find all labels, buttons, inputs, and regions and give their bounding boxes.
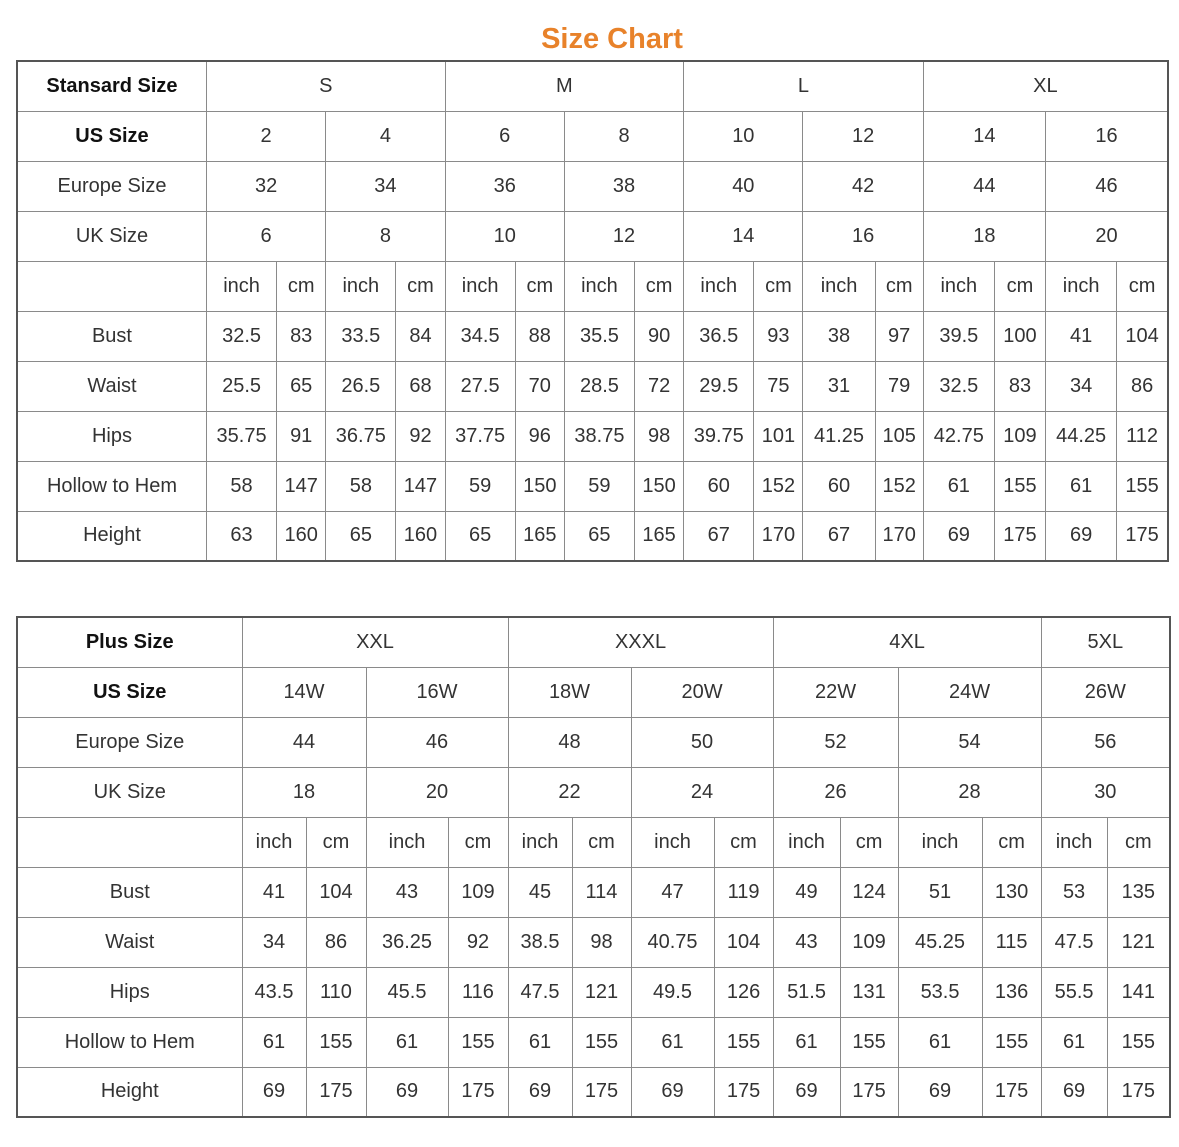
- unit-inch: inch: [898, 817, 982, 867]
- measurement-value: 165: [635, 511, 684, 561]
- measurement-value: 92: [396, 411, 445, 461]
- us-size-value: 14W: [242, 667, 366, 717]
- measurement-row: [17, 311, 1168, 361]
- uk-size-value: 18: [923, 211, 1045, 261]
- measurement-value: 155: [714, 1017, 773, 1067]
- measurement-value: 65: [445, 511, 515, 561]
- measurement-value: 175: [448, 1067, 508, 1117]
- measurement-value: 34: [242, 917, 306, 967]
- measurement-value: 69: [242, 1067, 306, 1117]
- measurement-value: 116: [448, 967, 508, 1017]
- measurement-value: 86: [306, 917, 366, 967]
- unit-inch: inch: [923, 261, 994, 311]
- measurement-label: Hips: [17, 411, 206, 461]
- measurement-value: 45: [508, 867, 572, 917]
- measurement-value: 98: [572, 917, 631, 967]
- eu-size-value: 36: [445, 161, 564, 211]
- measurement-value: 72: [635, 361, 684, 411]
- measurement-value: 131: [840, 967, 898, 1017]
- measurement-value: 141: [1107, 967, 1170, 1017]
- measurement-value: 45.5: [366, 967, 448, 1017]
- measurement-value: 109: [448, 867, 508, 917]
- unit-cm: cm: [982, 817, 1041, 867]
- measurement-value: 104: [1117, 311, 1168, 361]
- measurement-value: 51.5: [773, 967, 840, 1017]
- measurement-value: 67: [684, 511, 754, 561]
- measurement-value: 112: [1117, 411, 1168, 461]
- size-type-header: Plus Size: [17, 617, 242, 667]
- measurement-value: 51: [898, 867, 982, 917]
- uk-size-value: 12: [564, 211, 683, 261]
- measurement-value: 150: [515, 461, 564, 511]
- us-size-value: 22W: [773, 667, 898, 717]
- measurement-value: 130: [982, 867, 1041, 917]
- measurement-value: 86: [1117, 361, 1168, 411]
- eu-size-label: Europe Size: [17, 161, 206, 211]
- uk-size-value: 8: [326, 211, 445, 261]
- unit-cm: cm: [572, 817, 631, 867]
- chart-title: Size Chart: [541, 23, 683, 55]
- measurement-value: 114: [572, 867, 631, 917]
- uk-size-value: 14: [684, 211, 803, 261]
- measurement-value: 84: [396, 311, 445, 361]
- measurement-value: 58: [326, 461, 396, 511]
- measurement-value: 39.75: [684, 411, 754, 461]
- eu-size-row: [17, 161, 1168, 211]
- measurement-value: 170: [875, 511, 923, 561]
- measurement-value: 69: [366, 1067, 448, 1117]
- unit-cm: cm: [635, 261, 684, 311]
- measurement-row: [17, 1017, 1170, 1067]
- unit-cm: cm: [306, 817, 366, 867]
- measurement-value: 101: [754, 411, 803, 461]
- measurement-value: 152: [875, 461, 923, 511]
- uk-size-row: [17, 767, 1170, 817]
- measurement-value: 61: [773, 1017, 840, 1067]
- measurement-value: 41: [1046, 311, 1117, 361]
- standard-size-table: [16, 60, 1169, 562]
- measurement-value: 33.5: [326, 311, 396, 361]
- measurement-value: 155: [982, 1017, 1041, 1067]
- size-group-header: XXXL: [508, 617, 773, 667]
- measurement-value: 61: [631, 1017, 714, 1067]
- uk-size-value: 16: [803, 211, 923, 261]
- measurement-value: 44.25: [1046, 411, 1117, 461]
- measurement-value: 155: [840, 1017, 898, 1067]
- measurement-value: 105: [875, 411, 923, 461]
- measurement-value: 47.5: [508, 967, 572, 1017]
- measurement-row: [17, 1067, 1170, 1117]
- measurement-value: 109: [840, 917, 898, 967]
- measurement-value: 36.5: [684, 311, 754, 361]
- measurement-value: 69: [508, 1067, 572, 1117]
- unit-inch: inch: [206, 261, 276, 311]
- measurement-value: 38: [803, 311, 875, 361]
- measurement-value: 165: [515, 511, 564, 561]
- measurement-value: 38.5: [508, 917, 572, 967]
- measurement-value: 69: [898, 1067, 982, 1117]
- measurement-value: 83: [277, 311, 326, 361]
- measurement-value: 75: [754, 361, 803, 411]
- us-size-value: 18W: [508, 667, 631, 717]
- measurement-value: 41.25: [803, 411, 875, 461]
- eu-size-value: 32: [206, 161, 325, 211]
- measurement-value: 150: [635, 461, 684, 511]
- unit-row: [17, 817, 1170, 867]
- unit-inch: inch: [508, 817, 572, 867]
- measurement-value: 61: [366, 1017, 448, 1067]
- measurement-value: 61: [923, 461, 994, 511]
- us-size-value: 2: [206, 111, 325, 161]
- measurement-value: 31: [803, 361, 875, 411]
- us-size-label: US Size: [17, 111, 206, 161]
- measurement-value: 175: [714, 1067, 773, 1117]
- measurement-value: 69: [631, 1067, 714, 1117]
- measurement-value: 92: [448, 917, 508, 967]
- uk-size-value: 18: [242, 767, 366, 817]
- measurement-value: 135: [1107, 867, 1170, 917]
- measurement-value: 36.25: [366, 917, 448, 967]
- measurement-value: 69: [1041, 1067, 1107, 1117]
- measurement-value: 160: [396, 511, 445, 561]
- measurement-value: 35.75: [206, 411, 276, 461]
- unit-cm: cm: [396, 261, 445, 311]
- measurement-value: 155: [448, 1017, 508, 1067]
- measurement-value: 67: [803, 511, 875, 561]
- us-size-value: 20W: [631, 667, 773, 717]
- unit-inch: inch: [326, 261, 396, 311]
- measurement-value: 35.5: [564, 311, 634, 361]
- size-type-header: Stansard Size: [17, 61, 206, 111]
- measurement-value: 61: [1041, 1017, 1107, 1067]
- measurement-value: 49: [773, 867, 840, 917]
- measurement-value: 32.5: [923, 361, 994, 411]
- measurement-value: 90: [635, 311, 684, 361]
- eu-size-value: 50: [631, 717, 773, 767]
- us-size-value: 8: [564, 111, 683, 161]
- measurement-value: 160: [277, 511, 326, 561]
- us-size-value: 14: [923, 111, 1045, 161]
- us-size-row: [17, 111, 1168, 161]
- measurement-value: 65: [277, 361, 326, 411]
- measurement-label: Height: [17, 1067, 242, 1117]
- us-size-value: 12: [803, 111, 923, 161]
- measurement-value: 121: [572, 967, 631, 1017]
- unit-inch: inch: [631, 817, 714, 867]
- measurement-value: 155: [1107, 1017, 1170, 1067]
- measurement-value: 155: [572, 1017, 631, 1067]
- measurement-value: 69: [773, 1067, 840, 1117]
- measurement-value: 98: [635, 411, 684, 461]
- measurement-value: 119: [714, 867, 773, 917]
- measurement-value: 65: [564, 511, 634, 561]
- unit-cm: cm: [277, 261, 326, 311]
- measurement-row: [17, 967, 1170, 1017]
- measurement-value: 79: [875, 361, 923, 411]
- us-size-value: 6: [445, 111, 564, 161]
- measurement-value: 83: [994, 361, 1045, 411]
- measurement-value: 61: [898, 1017, 982, 1067]
- measurement-value: 61: [508, 1017, 572, 1067]
- measurement-value: 175: [1107, 1067, 1170, 1117]
- measurement-value: 29.5: [684, 361, 754, 411]
- measurement-value: 175: [982, 1067, 1041, 1117]
- unit-inch: inch: [1046, 261, 1117, 311]
- unit-cm: cm: [754, 261, 803, 311]
- unit-row-label: [17, 817, 242, 867]
- measurement-value: 124: [840, 867, 898, 917]
- unit-cm: cm: [1117, 261, 1168, 311]
- measurement-label: Waist: [17, 361, 206, 411]
- uk-size-value: 22: [508, 767, 631, 817]
- measurement-row: [17, 461, 1168, 511]
- measurement-value: 36.75: [326, 411, 396, 461]
- unit-row: [17, 261, 1168, 311]
- unit-cm: cm: [448, 817, 508, 867]
- uk-size-value: 20: [1046, 211, 1168, 261]
- measurement-value: 41: [242, 867, 306, 917]
- group-header-row: [17, 617, 1170, 667]
- uk-size-label: UK Size: [17, 767, 242, 817]
- unit-inch: inch: [684, 261, 754, 311]
- measurement-value: 91: [277, 411, 326, 461]
- measurement-value: 155: [994, 461, 1045, 511]
- measurement-value: 43.5: [242, 967, 306, 1017]
- eu-size-value: 56: [1041, 717, 1170, 767]
- unit-inch: inch: [366, 817, 448, 867]
- unit-inch: inch: [242, 817, 306, 867]
- measurement-value: 155: [1117, 461, 1168, 511]
- measurement-value: 97: [875, 311, 923, 361]
- measurement-value: 55.5: [1041, 967, 1107, 1017]
- measurement-value: 32.5: [206, 311, 276, 361]
- measurement-value: 49.5: [631, 967, 714, 1017]
- measurement-value: 175: [1117, 511, 1168, 561]
- measurement-value: 65: [326, 511, 396, 561]
- measurement-value: 69: [1046, 511, 1117, 561]
- measurement-value: 61: [242, 1017, 306, 1067]
- us-size-value: 26W: [1041, 667, 1170, 717]
- measurement-label: Bust: [17, 311, 206, 361]
- uk-size-value: 24: [631, 767, 773, 817]
- measurement-value: 47: [631, 867, 714, 917]
- measurement-value: 104: [306, 867, 366, 917]
- eu-size-value: 54: [898, 717, 1041, 767]
- measurement-label: Height: [17, 511, 206, 561]
- measurement-row: [17, 511, 1168, 561]
- measurement-label: Bust: [17, 867, 242, 917]
- measurement-value: 93: [754, 311, 803, 361]
- measurement-value: 175: [994, 511, 1045, 561]
- uk-size-value: 28: [898, 767, 1041, 817]
- us-size-value: 4: [326, 111, 445, 161]
- measurement-value: 59: [564, 461, 634, 511]
- measurement-value: 68: [396, 361, 445, 411]
- us-size-value: 16: [1046, 111, 1168, 161]
- size-group-header: XL: [923, 61, 1168, 111]
- eu-size-value: 44: [242, 717, 366, 767]
- measurement-value: 175: [572, 1067, 631, 1117]
- measurement-value: 53: [1041, 867, 1107, 917]
- measurement-value: 38.75: [564, 411, 634, 461]
- measurement-value: 42.75: [923, 411, 994, 461]
- size-group-header: 5XL: [1041, 617, 1170, 667]
- uk-size-value: 30: [1041, 767, 1170, 817]
- measurement-value: 170: [754, 511, 803, 561]
- eu-size-value: 44: [923, 161, 1045, 211]
- us-size-value: 24W: [898, 667, 1041, 717]
- measurement-value: 28.5: [564, 361, 634, 411]
- unit-inch: inch: [803, 261, 875, 311]
- measurement-value: 104: [714, 917, 773, 967]
- unit-cm: cm: [875, 261, 923, 311]
- unit-row-label: [17, 261, 206, 311]
- measurement-value: 96: [515, 411, 564, 461]
- unit-inch: inch: [564, 261, 634, 311]
- measurement-value: 39.5: [923, 311, 994, 361]
- measurement-value: 110: [306, 967, 366, 1017]
- measurement-value: 34.5: [445, 311, 515, 361]
- unit-cm: cm: [714, 817, 773, 867]
- uk-size-value: 26: [773, 767, 898, 817]
- measurement-value: 63: [206, 511, 276, 561]
- measurement-value: 61: [1046, 461, 1117, 511]
- measurement-label: Hollow to Hem: [17, 461, 206, 511]
- eu-size-row: [17, 717, 1170, 767]
- eu-size-value: 40: [684, 161, 803, 211]
- unit-inch: inch: [773, 817, 840, 867]
- measurement-value: 58: [206, 461, 276, 511]
- measurement-value: 147: [277, 461, 326, 511]
- unit-inch: inch: [1041, 817, 1107, 867]
- measurement-value: 40.75: [631, 917, 714, 967]
- measurement-value: 47.5: [1041, 917, 1107, 967]
- uk-size-value: 6: [206, 211, 325, 261]
- group-header-row: [17, 61, 1168, 111]
- eu-size-label: Europe Size: [17, 717, 242, 767]
- measurement-value: 59: [445, 461, 515, 511]
- measurement-value: 126: [714, 967, 773, 1017]
- measurement-row: [17, 361, 1168, 411]
- eu-size-value: 46: [366, 717, 508, 767]
- size-group-header: M: [445, 61, 684, 111]
- us-size-value: 10: [684, 111, 803, 161]
- measurement-value: 175: [840, 1067, 898, 1117]
- size-group-header: S: [206, 61, 445, 111]
- measurement-value: 136: [982, 967, 1041, 1017]
- eu-size-value: 34: [326, 161, 445, 211]
- size-group-header: 4XL: [773, 617, 1041, 667]
- uk-size-label: UK Size: [17, 211, 206, 261]
- measurement-value: 37.75: [445, 411, 515, 461]
- measurement-value: 43: [773, 917, 840, 967]
- measurement-value: 34: [1046, 361, 1117, 411]
- measurement-value: 43: [366, 867, 448, 917]
- measurement-value: 60: [803, 461, 875, 511]
- measurement-label: Hollow to Hem: [17, 1017, 242, 1067]
- measurement-value: 147: [396, 461, 445, 511]
- measurement-value: 27.5: [445, 361, 515, 411]
- uk-size-value: 20: [366, 767, 508, 817]
- measurement-row: [17, 867, 1170, 917]
- measurement-row: [17, 917, 1170, 967]
- eu-size-value: 42: [803, 161, 923, 211]
- measurement-value: 60: [684, 461, 754, 511]
- size-group-header: XXL: [242, 617, 508, 667]
- measurement-value: 53.5: [898, 967, 982, 1017]
- plus-size-table: [16, 616, 1171, 1118]
- size-group-header: L: [684, 61, 924, 111]
- uk-size-value: 10: [445, 211, 564, 261]
- eu-size-value: 52: [773, 717, 898, 767]
- unit-cm: cm: [1107, 817, 1170, 867]
- measurement-value: 25.5: [206, 361, 276, 411]
- unit-cm: cm: [840, 817, 898, 867]
- measurement-value: 115: [982, 917, 1041, 967]
- measurement-label: Waist: [17, 917, 242, 967]
- measurement-value: 109: [994, 411, 1045, 461]
- us-size-value: 16W: [366, 667, 508, 717]
- unit-cm: cm: [515, 261, 564, 311]
- us-size-row: [17, 667, 1170, 717]
- measurement-value: 152: [754, 461, 803, 511]
- us-size-label: US Size: [17, 667, 242, 717]
- unit-inch: inch: [445, 261, 515, 311]
- measurement-value: 45.25: [898, 917, 982, 967]
- measurement-value: 70: [515, 361, 564, 411]
- measurement-value: 100: [994, 311, 1045, 361]
- unit-cm: cm: [994, 261, 1045, 311]
- measurement-row: [17, 411, 1168, 461]
- eu-size-value: 48: [508, 717, 631, 767]
- measurement-value: 69: [923, 511, 994, 561]
- measurement-value: 121: [1107, 917, 1170, 967]
- eu-size-value: 46: [1046, 161, 1168, 211]
- uk-size-row: [17, 211, 1168, 261]
- eu-size-value: 38: [564, 161, 683, 211]
- measurement-value: 175: [306, 1067, 366, 1117]
- measurement-value: 155: [306, 1017, 366, 1067]
- measurement-value: 88: [515, 311, 564, 361]
- measurement-label: Hips: [17, 967, 242, 1017]
- measurement-value: 26.5: [326, 361, 396, 411]
